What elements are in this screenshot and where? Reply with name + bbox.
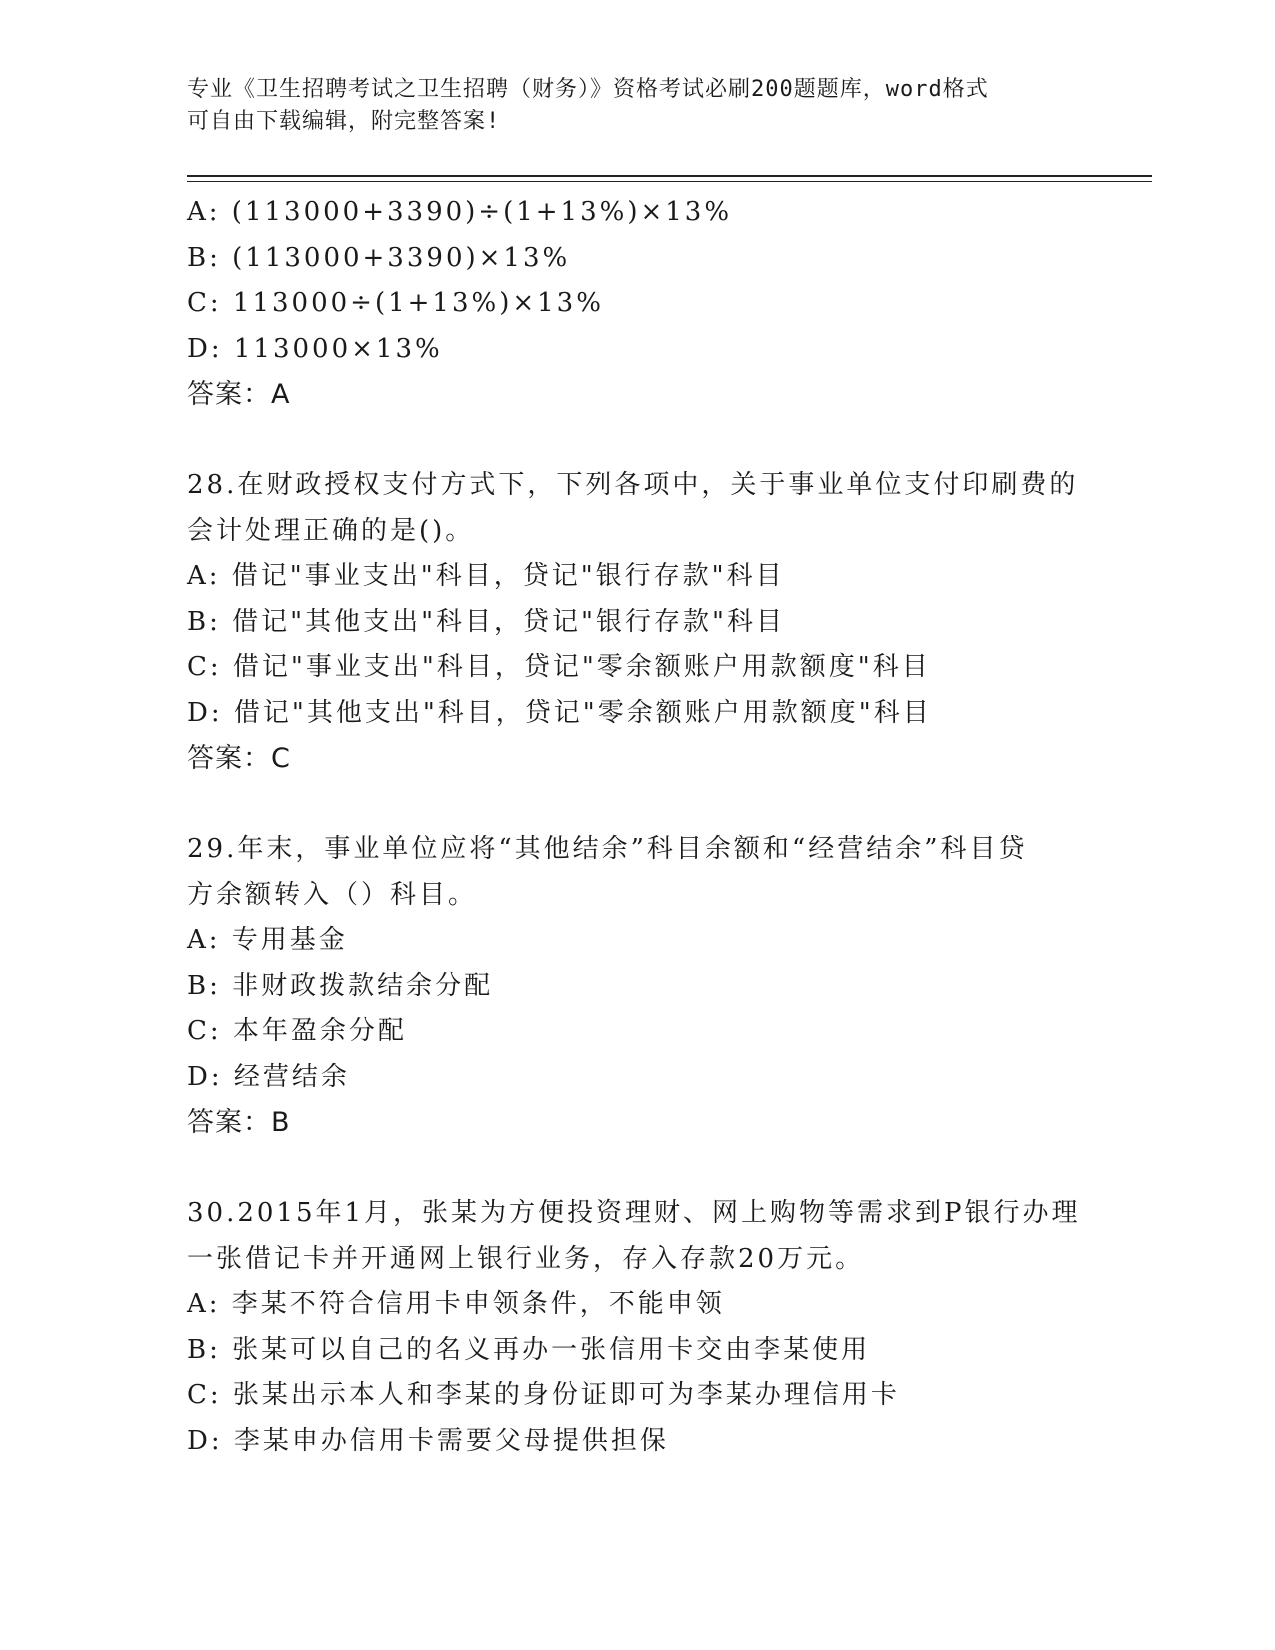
option-a: A: 借记"事业支出"科目，贷记"银行存款"科目	[187, 561, 785, 591]
answer: 答案：C	[187, 743, 291, 774]
answer: 答案：B	[187, 1107, 291, 1138]
question-stem: 会计处理正确的是()。	[187, 515, 475, 546]
question-stem: 一张借记卡并开通网上银行业务，存入存款20万元。	[187, 1243, 865, 1274]
option-d: D: 李某申办信用卡需要父母提供担保	[187, 1425, 669, 1456]
option-d: D: 借记"其他支出"科目，贷记"零余额账户用款额度"科目	[187, 697, 932, 728]
option-b: B: 借记"其他支出"科目，贷记"银行存款"科目	[187, 606, 785, 637]
document-header	[187, 74, 1087, 138]
question-stem: 方余额转入（）科目。	[187, 879, 478, 910]
option-a: A: (113000+3390)÷(1+13%)×13%	[187, 197, 733, 227]
question-27	[187, 190, 1147, 418]
header-divider-thin	[187, 181, 1152, 182]
document-body	[187, 190, 1147, 1464]
option-c: C: 本年盈余分配	[187, 1016, 407, 1046]
option-a: A: 李某不符合信用卡申领条件，不能申领	[187, 1289, 725, 1319]
option-b: B: 非财政拨款结余分配	[187, 970, 494, 1001]
header-line-2: 可自由下载编辑，附完整答案!	[187, 109, 501, 134]
question-29	[187, 827, 1147, 1146]
option-b: B: (113000+3390)×13%	[187, 242, 571, 273]
spacer	[187, 782, 1147, 828]
spacer	[187, 418, 1147, 464]
option-c: C: 张某出示本人和李某的身份证即可为李某办理信用卡	[187, 1380, 900, 1410]
option-b: B: 张某可以自己的名义再办一张信用卡交由李某使用	[187, 1334, 871, 1365]
option-d: D: 113000×13%	[187, 333, 443, 364]
answer: 答案：A	[187, 379, 291, 410]
spacer	[187, 1146, 1147, 1192]
option-c: C: 113000÷(1+13%)×13%	[187, 288, 604, 318]
option-c: C: 借记"事业支出"科目，贷记"零余额账户用款额度"科目	[187, 652, 931, 682]
option-a: A: 专用基金	[187, 925, 348, 955]
question-30	[187, 1191, 1147, 1464]
option-d: D: 经营结余	[187, 1061, 350, 1092]
question-stem: 28.在财政授权支付方式下，下列各项中，关于事业单位支付印刷费的	[187, 470, 1079, 500]
question-28	[187, 463, 1147, 782]
question-stem: 30.2015年1月，张某为方便投资理财、网上购物等需求到P银行办理	[187, 1198, 1081, 1228]
header-line-1: 专业《卫生招聘考试之卫生招聘（财务）》资格考试必刷200题题库，word格式	[187, 77, 989, 102]
question-stem: 29.年末，事业单位应将“其他结余”科目余额和“经营结余”科目贷	[187, 834, 1028, 864]
header-divider-thick	[187, 175, 1152, 177]
